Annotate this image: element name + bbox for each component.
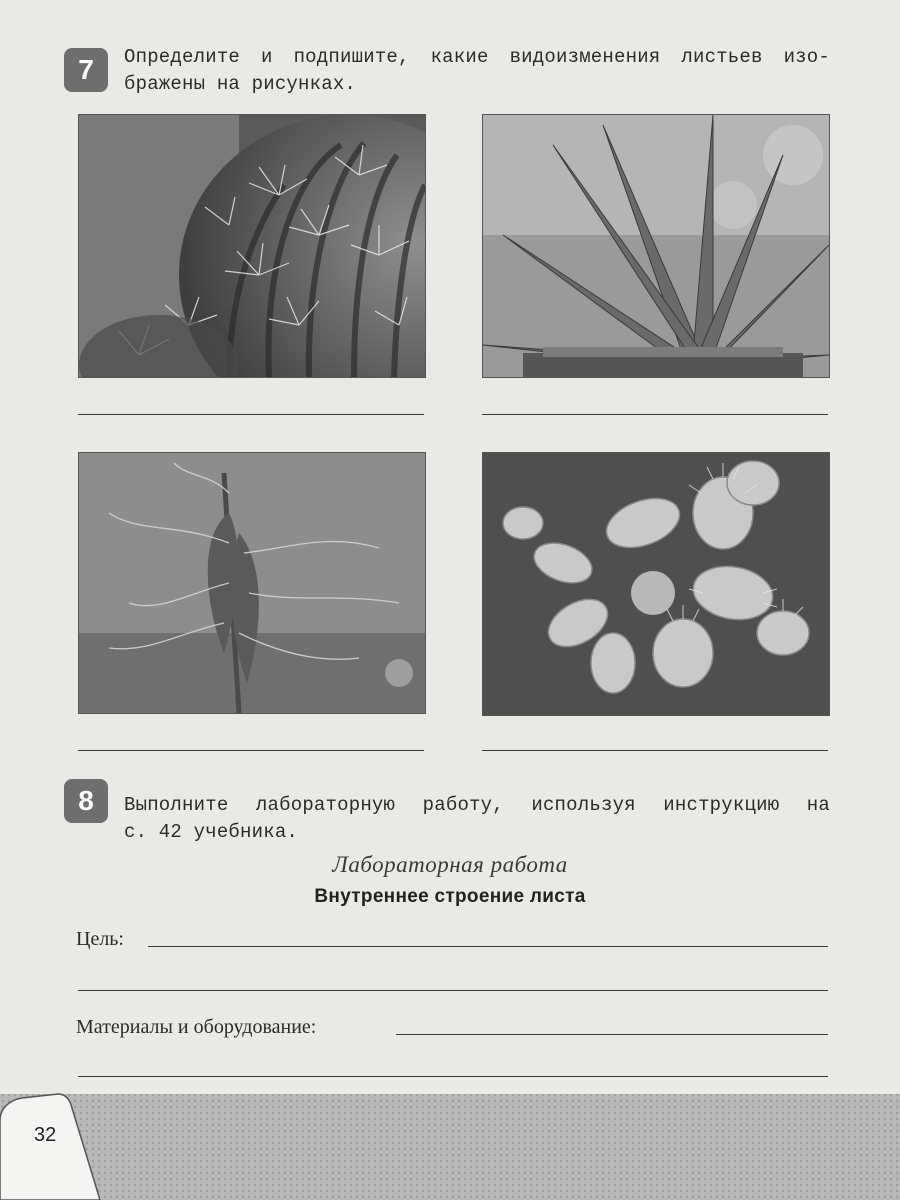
answer-line-photo-3[interactable] [78, 750, 424, 751]
lab-title: Лабораторная работа [332, 852, 568, 877]
answer-line-photo-2[interactable] [482, 414, 828, 415]
task-8-line-1: Выполните лабораторную работу, используя инструкцию на [124, 794, 830, 816]
task-7-line-1: Определите и подпишите, какие видоизменения листьев изо- [124, 46, 830, 68]
goal-label: Цель: [76, 928, 124, 950]
tendril-plant-photo [78, 452, 426, 714]
task-7-text [124, 44, 830, 98]
goal-line-2[interactable] [78, 990, 828, 991]
materials-line-2[interactable] [78, 1076, 828, 1077]
answer-line-photo-4[interactable] [482, 750, 828, 751]
task-7-line-2: бражены на рисунках. [124, 73, 357, 95]
lab-subtitle: Внутреннее строение листа [314, 886, 586, 907]
task-8-badge: 8 [64, 779, 108, 823]
task-7-badge: 7 [64, 48, 108, 92]
footer-band [0, 1080, 900, 1200]
cactus-spines-photo [78, 114, 426, 378]
task-8-text [124, 792, 830, 846]
materials-label: Материалы и оборудование: [76, 1016, 317, 1038]
venus-flytrap-photo [482, 452, 830, 716]
answer-line-photo-1[interactable] [78, 414, 424, 415]
materials-line-1[interactable] [396, 1034, 828, 1035]
goal-line-1[interactable] [148, 946, 828, 947]
page-number: 32 [34, 1124, 57, 1146]
task-8-line-2: с. 42 учебника. [124, 821, 299, 843]
aloe-leaves-photo [482, 114, 830, 378]
